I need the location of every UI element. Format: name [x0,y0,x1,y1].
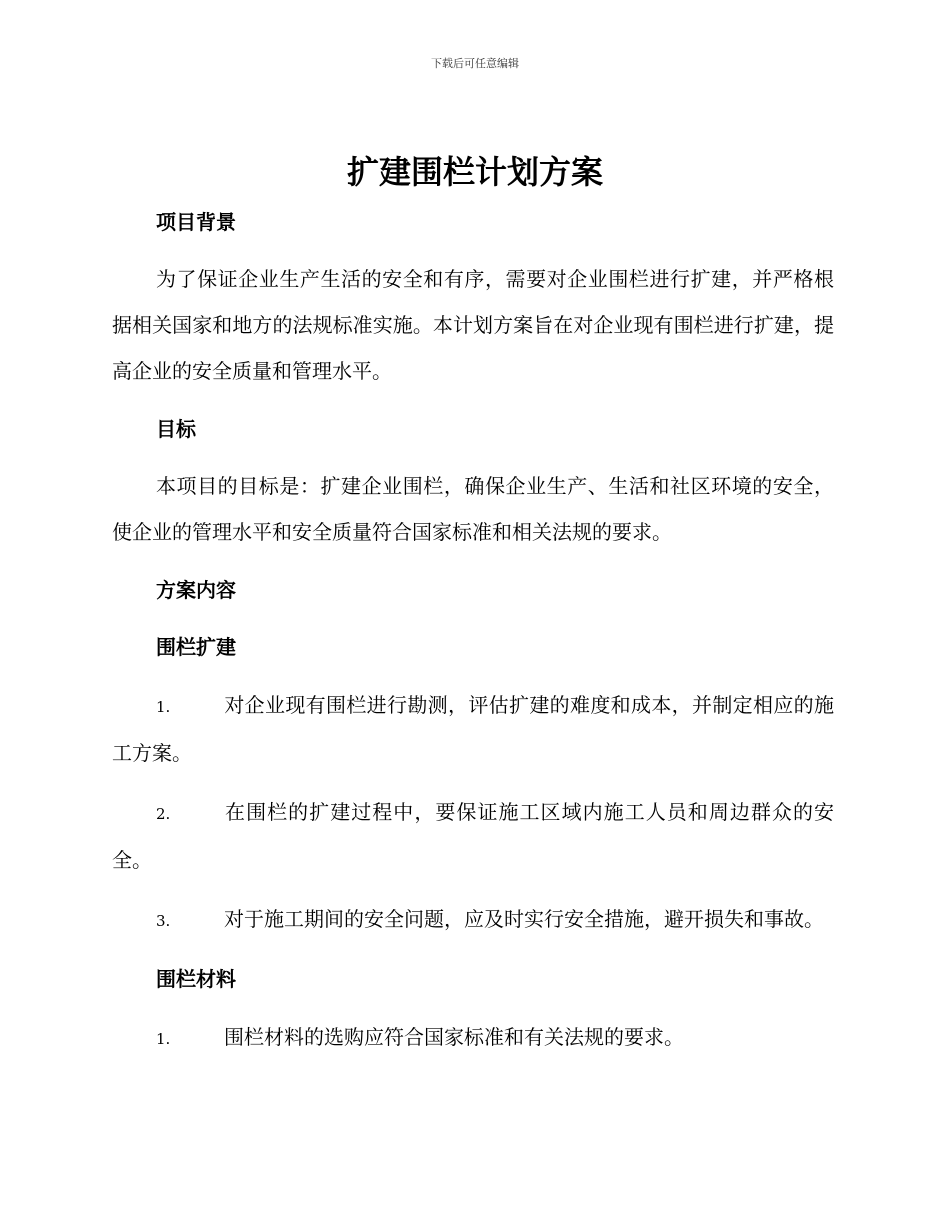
paragraph-background: 为了保证企业生产生活的安全和有序，需要对企业围栏进行扩建，并严格根据相关国家和地方的法规标准实施。本计划方案旨在对企业现有围栏进行扩建，提高企业的安全质量和管理水平。 [112,267,834,383]
document-body [112,200,834,1062]
list-item [112,1014,834,1062]
section-heading-background: 项目背景 [156,210,236,234]
list-item-number: 1. [156,1030,171,1048]
document-title: 扩建围栏计划方案 [346,153,603,191]
list-item-text: 围栏材料的选购应符合国家标准和有关法规的要求。 [224,1025,684,1049]
list-item-number: 2. [156,805,171,823]
list-item [112,896,834,944]
list-item-text: 对企业现有围栏进行勘测，评估扩建的难度和成本，并制定相应的施工方案。 [112,693,834,765]
section-heading-plan: 方案内容 [156,578,236,602]
list-item-number: 3. [156,912,171,930]
subsection-heading-materials: 围栏材料 [156,967,236,991]
list-item [112,789,834,883]
section-heading-goal: 目标 [156,417,196,441]
page-header-note: 下载后可任意编辑 [431,57,519,70]
subsection-heading-expansion: 围栏扩建 [156,635,236,659]
list-item-text: 对于施工期间的安全问题，应及时实行安全措施，避开损失和事故。 [224,907,824,931]
list-item-number: 1. [156,698,171,716]
paragraph-goal: 本项目的目标是：扩建企业围栏，确保企业生产、生活和社区环境的安全，使企业的管理水平和安全质量符合国家标准和相关法规的要求。 [112,474,834,544]
list-item-text: 在围栏的扩建过程中，要保证施工区域内施工人员和周边群众的安全。 [112,800,834,872]
list-item [112,682,834,776]
